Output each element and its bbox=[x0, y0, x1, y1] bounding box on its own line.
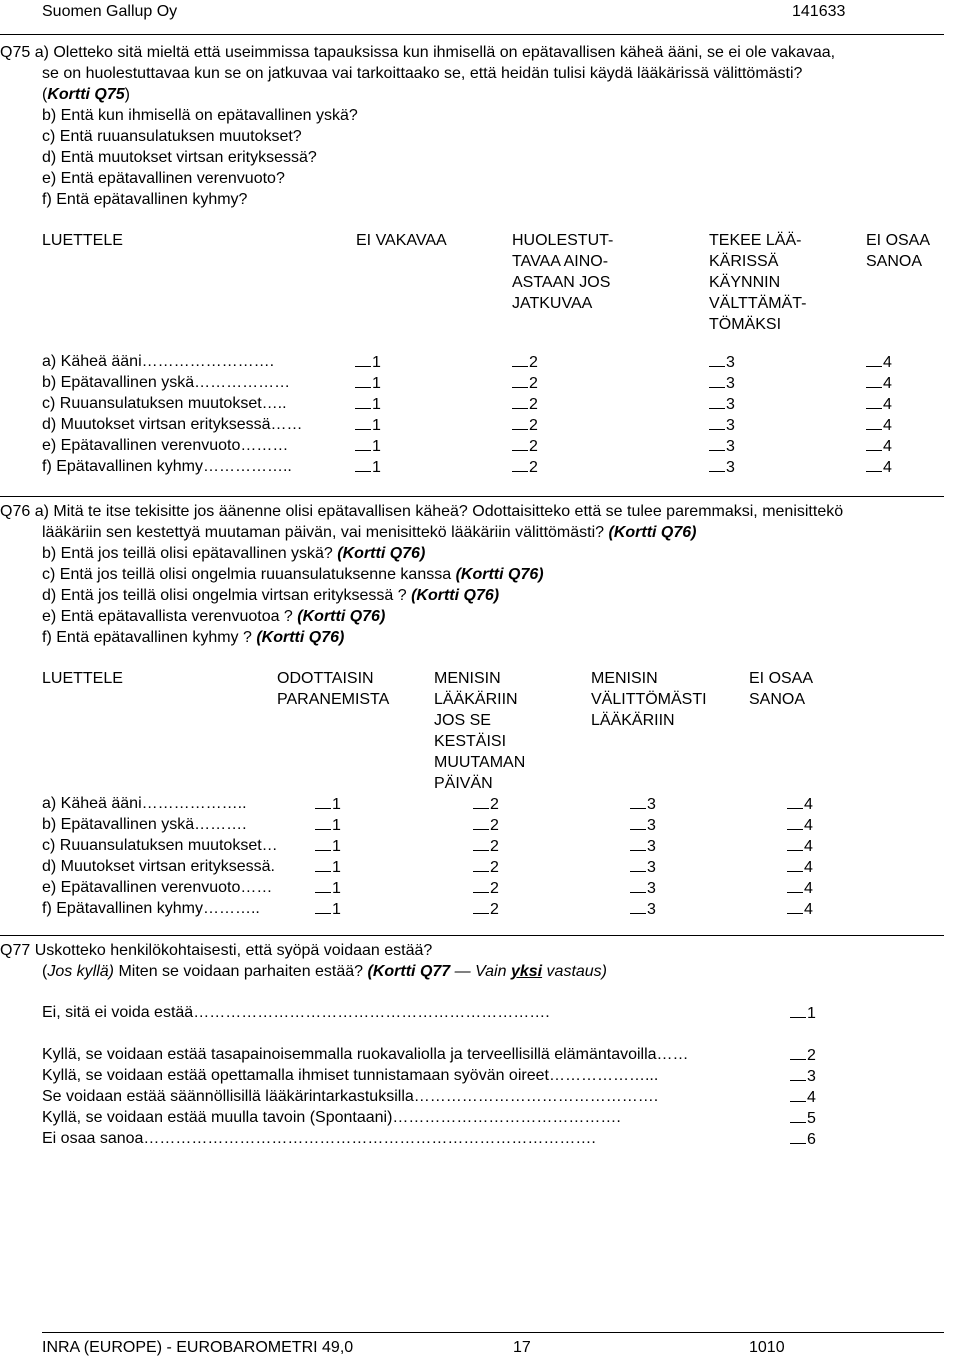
q75-question: Q75 a) Oletteko sitä mieltä että useimmissa tapauksissa kun ihmisellä on epätavallisen käheä ääni, se ei ole vakavaa, bbox=[0, 44, 836, 61]
q75-answer-option[interactable] bbox=[512, 435, 538, 457]
answer-blank bbox=[512, 351, 528, 367]
answer-blank bbox=[787, 793, 803, 809]
q76-row-label: e) Epätavallinen verenvuoto…… bbox=[42, 879, 273, 896]
q76-answer-option[interactable] bbox=[630, 793, 656, 815]
q75-row-label: e) Epätavallinen verenvuoto……… bbox=[42, 437, 289, 454]
answer-blank bbox=[787, 835, 803, 851]
q77-answer-label: Kyllä, se voidaan estää opettamalla ihmiset tunnistamaan syövän oireet………………... bbox=[42, 1067, 659, 1084]
q75-row-label: b) Epätavallinen yskä……………… bbox=[42, 374, 291, 391]
q75-answer-option[interactable] bbox=[866, 393, 892, 415]
answer-code: 1 bbox=[332, 901, 341, 918]
q75-sub-b: b) Entä kun ihmisellä on epätavallinen yskä? bbox=[42, 107, 358, 124]
answer-code: 1 bbox=[372, 438, 381, 455]
answer-code: 3 bbox=[647, 859, 656, 876]
answer-blank bbox=[315, 898, 331, 914]
q75-answer-option[interactable] bbox=[512, 393, 538, 415]
q75-header-c3: TEKEE LÄÄ- KÄRISSÄ KÄYNNIN VÄLTTÄMÄT- TÖMÄKSI bbox=[709, 232, 807, 333]
answer-code: 2 bbox=[529, 354, 538, 371]
q76-answer-option[interactable] bbox=[787, 814, 813, 836]
answer-code: 2 bbox=[529, 396, 538, 413]
answer-blank bbox=[473, 814, 489, 830]
answer-blank bbox=[630, 856, 646, 872]
q76-divider bbox=[0, 935, 944, 936]
q76-question-line2: lääkäriin sen kestettyä muutaman päivän, vai menisittekö lääkäriin välittömästi? (Kortti Q76) bbox=[42, 524, 697, 541]
q76-row bbox=[42, 814, 922, 835]
q76-sub-f: f) Entä epätavallinen kyhmy ? (Kortti Q76) bbox=[42, 629, 345, 646]
q75-header-list: LUETTELE bbox=[42, 232, 123, 249]
q76-header-c4: EI OSAA SANOA bbox=[749, 670, 814, 708]
answer-code: 2 bbox=[529, 375, 538, 392]
answer-blank bbox=[866, 414, 882, 430]
q75-answer-option[interactable] bbox=[512, 372, 538, 394]
answer-code: 2 bbox=[490, 859, 499, 876]
q75-row bbox=[42, 435, 922, 456]
answer-blank bbox=[355, 456, 371, 472]
answer-blank bbox=[790, 1086, 806, 1102]
answer-code: 3 bbox=[726, 417, 735, 434]
answer-blank bbox=[630, 793, 646, 809]
q76-row bbox=[42, 793, 922, 814]
q76-header-list: LUETTELE bbox=[42, 670, 123, 687]
q76-header-c1: ODOTTAISIN PARANEMISTA bbox=[277, 670, 390, 708]
q76-answer-option[interactable] bbox=[787, 835, 813, 857]
answer-code-number: 1 bbox=[807, 1005, 816, 1022]
answer-code: 4 bbox=[883, 375, 892, 392]
q75-answer-option[interactable] bbox=[355, 435, 381, 457]
footer-code: 1010 bbox=[749, 1339, 785, 1356]
answer-blank bbox=[790, 1128, 806, 1144]
q76-answer-option[interactable] bbox=[473, 793, 499, 815]
answer-blank bbox=[315, 793, 331, 809]
q76-answer-option[interactable] bbox=[630, 898, 656, 920]
footer-divider bbox=[42, 1332, 944, 1333]
answer-blank bbox=[473, 877, 489, 893]
answer-blank bbox=[709, 414, 725, 430]
q75-question-line2: se on huolestuttavaa kun se on jatkuvaa vai tarkoittaako se, että heidän tulisi käydä lääkärissä välittömästi? bbox=[42, 65, 803, 82]
answer-blank bbox=[709, 372, 725, 388]
answer-code: 1 bbox=[372, 459, 381, 476]
q76-answer-option[interactable] bbox=[315, 877, 341, 899]
answer-code-number: 4 bbox=[807, 1089, 816, 1106]
q76-row bbox=[42, 835, 922, 856]
q75-answer-option[interactable] bbox=[866, 435, 892, 457]
q76-row-label: c) Ruuansulatuksen muutokset… bbox=[42, 837, 278, 854]
q76-row-label: f) Epätavallinen kyhmy……….. bbox=[42, 900, 260, 917]
answer-code: 4 bbox=[804, 817, 813, 834]
answer-code: 2 bbox=[529, 438, 538, 455]
answer-code: 1 bbox=[372, 354, 381, 371]
answer-blank bbox=[355, 414, 371, 430]
q75-row bbox=[42, 456, 922, 477]
answer-blank bbox=[630, 877, 646, 893]
answer-blank bbox=[315, 835, 331, 851]
q77-question: Q77 Uskotteko henkilökohtaisesti, että syöpä voidaan estää? bbox=[0, 942, 433, 959]
answer-blank bbox=[512, 414, 528, 430]
q77-answer-row[interactable] bbox=[42, 1044, 842, 1065]
q76-answer-option[interactable] bbox=[787, 877, 813, 899]
q76-sub-c: c) Entä jos teillä olisi ongelmia ruuansulatuksenne kanssa (Kortti Q76) bbox=[42, 566, 544, 583]
answer-code-number: 2 bbox=[807, 1047, 816, 1064]
q75-answer-option[interactable] bbox=[866, 414, 892, 436]
q75-header-c1: EI VAKAVAA bbox=[356, 232, 447, 249]
q76-answer-option[interactable] bbox=[630, 877, 656, 899]
answer-blank bbox=[866, 456, 882, 472]
answer-code: 3 bbox=[647, 901, 656, 918]
q75-answer-option[interactable] bbox=[355, 393, 381, 415]
q75-row-label: f) Epätavallinen kyhmy…………….. bbox=[42, 458, 292, 475]
answer-code: 4 bbox=[883, 396, 892, 413]
q75-answer-option[interactable] bbox=[355, 372, 381, 394]
q75-answer-option[interactable] bbox=[709, 435, 735, 457]
q75-answer-option[interactable] bbox=[512, 414, 538, 436]
q75-answer-option[interactable] bbox=[355, 456, 381, 478]
q77-answer-code bbox=[790, 1128, 816, 1150]
answer-code-number: 3 bbox=[807, 1068, 816, 1085]
answer-code: 3 bbox=[647, 796, 656, 813]
q77-answer-code bbox=[790, 1065, 816, 1087]
answer-blank bbox=[787, 877, 803, 893]
q75-header-c4: EI OSAA SANOA bbox=[866, 232, 931, 270]
answer-code: 1 bbox=[332, 880, 341, 897]
q75-sub-f: f) Entä epätavallinen kyhmy? bbox=[42, 191, 248, 208]
answer-code: 2 bbox=[529, 417, 538, 434]
answer-code: 4 bbox=[804, 880, 813, 897]
q76-answer-option[interactable] bbox=[315, 793, 341, 815]
q76-answer-option[interactable] bbox=[473, 877, 499, 899]
q75-row-label: d) Muutokset virtsan erityksessä…… bbox=[42, 416, 303, 433]
answer-blank bbox=[512, 435, 528, 451]
q76-sub-b: b) Entä jos teillä olisi epätavallinen yskä? (Kortti Q76) bbox=[42, 545, 426, 562]
answer-code: 1 bbox=[372, 396, 381, 413]
answer-blank bbox=[473, 835, 489, 851]
answer-code: 2 bbox=[490, 817, 499, 834]
q75-answer-option[interactable] bbox=[866, 456, 892, 478]
q76-row-label: a) Käheä ääni……………….. bbox=[42, 795, 247, 812]
answer-code: 1 bbox=[332, 817, 341, 834]
q77-answer-row[interactable] bbox=[42, 1086, 842, 1107]
q77-answer-row[interactable] bbox=[42, 1107, 842, 1128]
answer-blank bbox=[355, 393, 371, 409]
answer-blank bbox=[512, 393, 528, 409]
q75-row bbox=[42, 414, 922, 435]
q76-question: Q76 a) Mitä te itse tekisitte jos äänenne olisi epätavallisen käheä? Odottaisitteko että se tulee paremmaksi, menisittekö bbox=[0, 503, 844, 520]
answer-blank bbox=[866, 372, 882, 388]
answer-code: 3 bbox=[647, 817, 656, 834]
q77-answer-label: Ei osaa sanoa…………………………………………………………………………. bbox=[42, 1130, 596, 1147]
q76-sub-d: d) Entä jos teillä olisi ongelmia virtsan erityksessä ? (Kortti Q76) bbox=[42, 587, 500, 604]
answer-blank bbox=[473, 856, 489, 872]
q76-answer-option[interactable] bbox=[630, 856, 656, 878]
q75-header-c2: HUOLESTUT- TAVAA AINO- ASTAAN JOS JATKUVAA bbox=[512, 232, 614, 312]
q77-answer-row[interactable] bbox=[42, 1002, 842, 1023]
answer-blank bbox=[473, 793, 489, 809]
q76-answer-option[interactable] bbox=[473, 898, 499, 920]
answer-blank bbox=[355, 351, 371, 367]
header-divider bbox=[0, 34, 944, 35]
q75-answer-option[interactable] bbox=[512, 351, 538, 373]
footer-page-number: 17 bbox=[513, 1339, 531, 1356]
q77-answer-code bbox=[790, 1044, 816, 1066]
header-code: 141633 bbox=[792, 3, 846, 20]
answer-code: 1 bbox=[332, 796, 341, 813]
q77-answer-label: Kyllä, se voidaan estää muulla tavoin (Spontaani)……………………………………. bbox=[42, 1109, 621, 1126]
answer-code: 3 bbox=[726, 396, 735, 413]
answer-blank bbox=[866, 393, 882, 409]
answer-blank bbox=[787, 814, 803, 830]
answer-code: 3 bbox=[647, 880, 656, 897]
answer-blank bbox=[709, 456, 725, 472]
q75-answer-option[interactable] bbox=[512, 456, 538, 478]
q77-answer-code bbox=[790, 1107, 816, 1129]
answer-blank bbox=[315, 877, 331, 893]
q76-row-label: b) Epätavallinen yskä………. bbox=[42, 816, 247, 833]
q77-instruction: (Jos kyllä) Miten se voidaan parhaiten estää? (Kortti Q77 — Vain yksi vastaus) bbox=[42, 963, 608, 980]
answer-code: 4 bbox=[804, 901, 813, 918]
q77-answer-label: Ei, sitä ei voida estää…………………………………………………………. bbox=[42, 1004, 550, 1021]
q76-answer-option[interactable] bbox=[473, 835, 499, 857]
answer-code: 4 bbox=[883, 459, 892, 476]
answer-blank bbox=[630, 898, 646, 914]
q75-answer-option[interactable] bbox=[866, 372, 892, 394]
q75-sub-c: c) Entä ruuansulatuksen muutokset? bbox=[42, 128, 302, 145]
footer-survey: INRA (EUROPE) - EUROBAROMETRI 49,0 bbox=[42, 1339, 354, 1356]
answer-code: 3 bbox=[726, 375, 735, 392]
answer-blank bbox=[709, 435, 725, 451]
q76-answer-option[interactable] bbox=[787, 793, 813, 815]
q77-answer-code bbox=[790, 1002, 816, 1024]
q77-answer-row[interactable] bbox=[42, 1065, 842, 1086]
q76-answer-option[interactable] bbox=[787, 898, 813, 920]
q75-sub-e: e) Entä epätavallinen verenvuoto? bbox=[42, 170, 285, 187]
q76-header-c3: MENISIN VÄLITTÖMÄSTI LÄÄKÄRIIN bbox=[591, 670, 707, 729]
q77-answer-row[interactable] bbox=[42, 1128, 842, 1149]
q77-answer-label: Se voidaan estää säännöllisillä lääkärintarkastuksilla………………………………………. bbox=[42, 1088, 659, 1105]
q76-answer-option[interactable] bbox=[630, 814, 656, 836]
answer-code: 3 bbox=[726, 438, 735, 455]
answer-code: 2 bbox=[529, 459, 538, 476]
answer-blank bbox=[790, 1044, 806, 1060]
answer-blank bbox=[315, 814, 331, 830]
q75-row-label: a) Käheä ääni……………………. bbox=[42, 353, 275, 370]
q77-answer-label: Kyllä, se voidaan estää tasapainoisemmalla ruokavaliolla ja terveellisillä elämäntavoilla…… bbox=[42, 1046, 689, 1063]
answer-blank bbox=[790, 1002, 806, 1018]
answer-code: 2 bbox=[490, 838, 499, 855]
answer-blank bbox=[355, 372, 371, 388]
answer-code: 1 bbox=[332, 838, 341, 855]
q75-card-ref: (Kortti Q75) bbox=[42, 86, 130, 103]
answer-code-number: 6 bbox=[807, 1131, 816, 1148]
q76-row-label: d) Muutokset virtsan erityksessä. bbox=[42, 858, 275, 875]
answer-code: 2 bbox=[490, 901, 499, 918]
header-company: Suomen Gallup Oy bbox=[42, 3, 178, 20]
answer-blank bbox=[787, 898, 803, 914]
q75-row bbox=[42, 351, 922, 372]
answer-blank bbox=[315, 856, 331, 872]
q75-row-label: c) Ruuansulatuksen muutokset….. bbox=[42, 395, 287, 412]
answer-blank bbox=[709, 393, 725, 409]
q76-row bbox=[42, 856, 922, 877]
q76-row bbox=[42, 877, 922, 898]
answer-blank bbox=[473, 898, 489, 914]
q76-answer-option[interactable] bbox=[315, 814, 341, 836]
answer-blank bbox=[630, 835, 646, 851]
answer-code: 4 bbox=[804, 838, 813, 855]
answer-blank bbox=[790, 1107, 806, 1123]
answer-blank bbox=[709, 351, 725, 367]
q75-divider bbox=[0, 496, 944, 497]
q75-answer-option[interactable] bbox=[709, 456, 735, 478]
answer-code: 1 bbox=[332, 859, 341, 876]
answer-code: 2 bbox=[490, 880, 499, 897]
q76-answer-option[interactable] bbox=[315, 856, 341, 878]
answer-code: 2 bbox=[490, 796, 499, 813]
q76-answer-option[interactable] bbox=[315, 835, 341, 857]
q75-sub-d: d) Entä muutokset virtsan erityksessä? bbox=[42, 149, 317, 166]
answer-blank bbox=[866, 351, 882, 367]
answer-code: 3 bbox=[647, 838, 656, 855]
answer-blank bbox=[630, 814, 646, 830]
q75-answer-option[interactable] bbox=[355, 414, 381, 436]
q76-answer-option[interactable] bbox=[315, 898, 341, 920]
answer-code: 1 bbox=[372, 375, 381, 392]
answer-code: 4 bbox=[883, 354, 892, 371]
q75-answer-option[interactable] bbox=[709, 372, 735, 394]
answer-blank bbox=[787, 856, 803, 872]
q75-row bbox=[42, 372, 922, 393]
q76-answer-option[interactable] bbox=[787, 856, 813, 878]
q76-header-c2: MENISIN LÄÄKÄRIIN JOS SE KESTÄISI MUUTAMAN PÄIVÄN bbox=[434, 670, 526, 792]
answer-blank bbox=[355, 435, 371, 451]
q76-answer-option[interactable] bbox=[473, 814, 499, 836]
q75-answer-option[interactable] bbox=[355, 351, 381, 373]
q75-answer-option[interactable] bbox=[709, 414, 735, 436]
answer-code: 4 bbox=[883, 438, 892, 455]
q75-row bbox=[42, 393, 922, 414]
q76-row bbox=[42, 898, 922, 919]
answer-code: 4 bbox=[883, 417, 892, 434]
q75-answer-option[interactable] bbox=[709, 393, 735, 415]
answer-code: 1 bbox=[372, 417, 381, 434]
answer-code: 4 bbox=[804, 859, 813, 876]
q77-answer-code bbox=[790, 1086, 816, 1108]
answer-code: 3 bbox=[726, 354, 735, 371]
answer-blank bbox=[790, 1065, 806, 1081]
answer-blank bbox=[512, 372, 528, 388]
q76-answer-option[interactable] bbox=[473, 856, 499, 878]
q76-answer-option[interactable] bbox=[630, 835, 656, 857]
answer-code: 4 bbox=[804, 796, 813, 813]
answer-code: 3 bbox=[726, 459, 735, 476]
q76-sub-e: e) Entä epätavallista verenvuotoa ? (Kortti Q76) bbox=[42, 608, 386, 625]
answer-blank bbox=[512, 456, 528, 472]
q75-answer-option[interactable] bbox=[709, 351, 735, 373]
q75-answer-option[interactable] bbox=[866, 351, 892, 373]
answer-blank bbox=[866, 435, 882, 451]
answer-code-number: 5 bbox=[807, 1110, 816, 1127]
